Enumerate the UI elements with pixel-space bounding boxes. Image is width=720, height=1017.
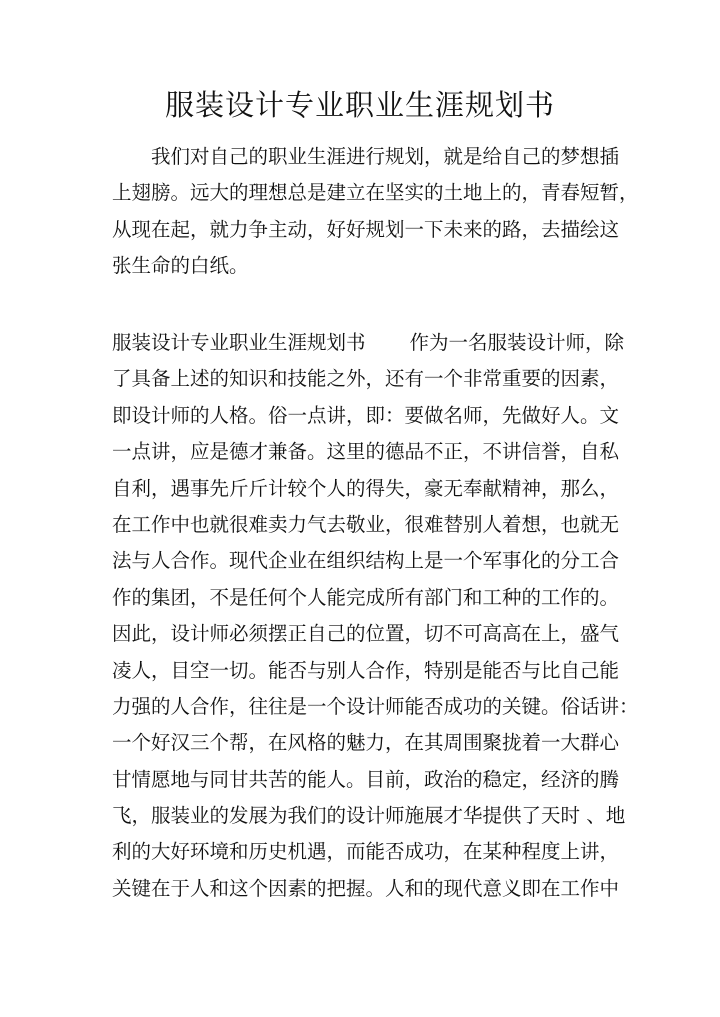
body-paragraph	[112, 325, 639, 907]
body-line: 了具备上述的知识和技能之外，还有一个非常重要的因素，	[112, 367, 620, 391]
body-line: 法与人合作。现代企业在组织结构上是一个军事化的分工合	[112, 549, 620, 573]
document-title: 服装设计专业职业生涯规划书	[164, 88, 555, 122]
intro-line: 张生命的白纸。	[112, 254, 249, 278]
body-first-line	[112, 325, 625, 361]
body-line: 在工作中也就很难卖力气去敬业，很难替别人着想，也就无	[112, 512, 620, 536]
intro-line: 我们对自己的职业生涯进行规划，就是给自己的梦想插	[151, 145, 620, 168]
section-heading: 服装设计专业职业生涯规划书	[112, 331, 366, 354]
intro-line: 上翅膀。远大的理想总是建立在坚实的土地上的，青春短暂，	[112, 181, 639, 205]
body-line: 即设计师的人格。俗一点讲，即：要做名师，先做好人。文	[112, 403, 620, 427]
body-line: 因此，设计师必须摆正自己的位置，切不可高高在上，盛气	[112, 622, 620, 646]
body-line: 甘情愿地与同甘共苦的能人。目前，政治的稳定，经济的腾	[112, 767, 620, 791]
body-line: 飞，服装业的发展为我们的设计师施展才华提供了天时 、地	[112, 804, 626, 828]
body-line: 利的大好环境和历史机遇，而能否成功，在某种程度上讲，	[112, 840, 620, 864]
body-line: 自利，遇事先斤斤计较个人的得失，豪无奉献精神，那么，	[112, 476, 620, 500]
body-first-line-text: 作为一名服装设计师，除	[409, 331, 625, 354]
body-line: 凌人，目空一切。能否与别人合作，特别是能否与比自己能	[112, 658, 620, 682]
intro-paragraph	[112, 139, 639, 285]
body-line: 一点讲，应是德才兼备。这里的德品不正，不讲信誉，自私	[112, 440, 620, 464]
body-line: 作的集团，不是任何个人能完成所有部门和工种的工作的。	[112, 585, 620, 609]
body-line: 一个好汉三个帮，在风格的魅力，在其周围聚拢着一大群心	[112, 731, 620, 755]
intro-line: 从现在起，就力争主动，好好规划一下未来的路，去描绘这	[112, 217, 620, 241]
body-line: 力强的人合作，往往是一个设计师能否成功的关键。俗话讲：	[112, 694, 639, 718]
body-line: 关键在于人和这个因素的把握。人和的现代意义即在工作中	[112, 876, 620, 900]
